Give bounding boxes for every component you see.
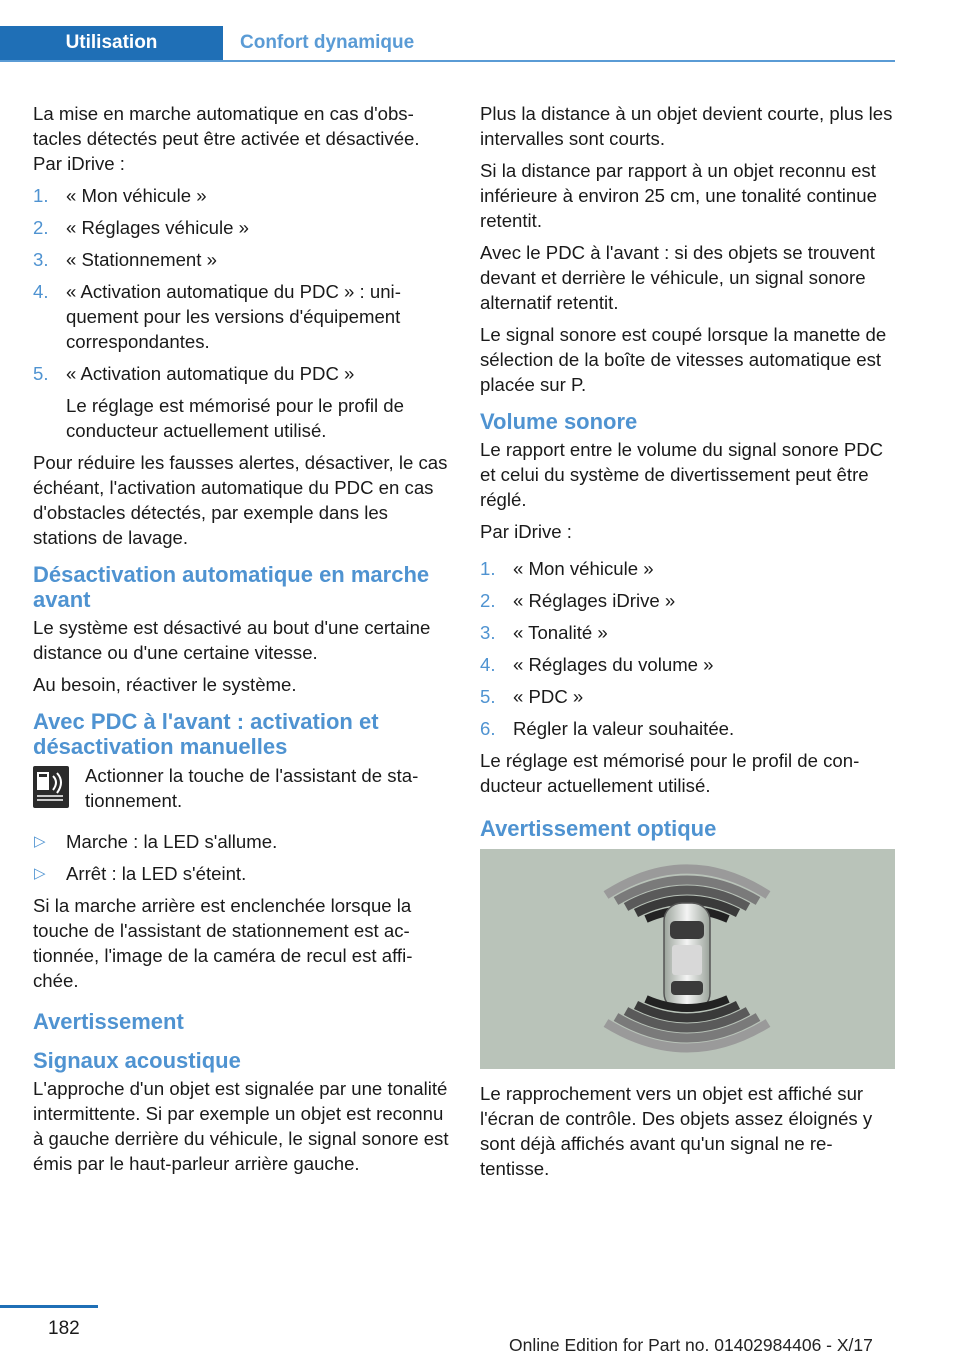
interval-paragraph: Plus la distance à un objet devient courte, plus les intervalles sont courts. <box>480 103 893 149</box>
alternating-signal-paragraph: Avec le PDC à l'avant : si des objets se trouvent devant et derrière le véhicule, un signal sonore alternatif retentit. <box>480 242 875 313</box>
intro-paragraph: La mise en marche automatique en cas d'obstacles détectés peut être activée et désactivée. Par iDrive : <box>33 103 420 174</box>
bullet-text: Arrêt : la LED s'éteint. <box>66 863 247 884</box>
idrive-label: Par iDrive : <box>480 521 572 542</box>
page-number-rule <box>0 1305 98 1308</box>
step-subtext: Le réglage est mémorisé pour le profil de conducteur actuellement utilisé. <box>66 395 404 441</box>
acoustic-paragraph: L'approche d'un objet est signalée par une tonalité intermittente. Si par exemple un objet est reconnu à gauche derrière du véhicule, le signal sonore est émis par le haut-parleur arrière gauche. <box>33 1078 449 1174</box>
step-number: 4. <box>33 281 49 302</box>
heading-acoustic-signals: Signaux acoustique <box>33 1048 241 1073</box>
list-item <box>33 361 451 443</box>
step-text: « Mon véhicule » <box>513 558 654 579</box>
volume-paragraph: Le rapport entre le volume du signal sonore PDC et celui du système de divertissement peut être réglé. <box>480 439 884 510</box>
continuous-tone-paragraph: Si la distance par rapport à un objet reconnu est inférieure à environ 25 cm, une tonalité continue retentit. <box>480 160 877 231</box>
list-item <box>480 652 895 677</box>
signal-off-paragraph: Le signal sonore est coupé lorsque la manette de sélection de la boîte de vitesses automatique est placée sur P. <box>480 324 887 395</box>
icon-instruction-text: Actionner la touche de l'assistant de stationnement. <box>85 765 419 811</box>
list-item <box>480 620 895 645</box>
heading-manual-activation: Avec PDC à l'avant : activation et désactivation manuelles <box>33 709 379 759</box>
bullet-text: Marche : la LED s'allume. <box>66 831 278 852</box>
step-text: « Réglages du volume » <box>513 654 714 675</box>
heading-optical-warning: Avertissement optique <box>480 816 717 841</box>
triangle-bullet-icon: ▷ <box>34 865 46 882</box>
list-item <box>480 588 895 613</box>
car-sensor-illustration <box>480 849 895 1069</box>
list-item <box>33 215 451 240</box>
step-number: 2. <box>33 217 49 238</box>
triangle-bullet-icon: ▷ <box>34 833 46 850</box>
step-text: « Réglages véhicule » <box>66 217 249 238</box>
deactivation-paragraph: Le système est désactivé au bout d'une certaine distance ou d'une certaine vitesse. <box>33 617 431 663</box>
reverse-camera-paragraph: Si la marche arrière est enclenchée lorsque la touche de l'assistant de stationnement est actionnée, l'image de la caméra de recul est affichée. <box>33 895 413 991</box>
step-text: « Mon véhicule » <box>66 185 207 206</box>
optical-paragraph: Le rapprochement vers un objet est affiché sur l'écran de contrôle. Des objets assez éloignés y sont déjà affichés avant qu'un signal ne retentisse. <box>480 1083 873 1179</box>
step-text: Régler la valeur souhaitée. <box>513 718 735 739</box>
list-item <box>480 556 895 581</box>
step-number: 5. <box>33 363 49 384</box>
led-bullets <box>33 829 451 886</box>
pdc-display-figure <box>480 849 895 1069</box>
step-text: « PDC » <box>513 686 584 707</box>
volume-steps-list <box>480 556 895 741</box>
step-number: 3. <box>480 622 496 643</box>
step-text: « Activation automatique du PDC » <box>66 363 355 384</box>
step-number: 1. <box>33 185 49 206</box>
tab-utilisation[interactable]: Utilisation <box>0 26 223 60</box>
step-number: 1. <box>480 558 496 579</box>
parking-assistant-icon <box>33 766 69 808</box>
edition-footer: Online Edition for Part no. 01402984406 - X/17 <box>509 1335 873 1355</box>
step-text: « Activation automatique du PDC » : uniquement pour les versions d'équipement correspondantes. <box>66 281 401 352</box>
reduce-alerts-paragraph: Pour réduire les fausses alertes, désactiver, le cas échéant, l'activation automatique du PDC en cas d'obstacles détectés, par exemple dans les stations de lavage. <box>33 452 448 548</box>
heading-deactivation: Désactivation automatique en marche avant <box>33 562 430 612</box>
list-item <box>33 829 451 854</box>
memo-paragraph: Le réglage est mémorisé pour le profil de conducteur actuellement utilisé. <box>480 750 860 796</box>
tab-confort-dynamique[interactable]: Confort dynamique <box>240 32 415 53</box>
tab-underline <box>0 60 895 62</box>
step-number: 6. <box>480 718 496 739</box>
step-text: « Tonalité » <box>513 622 608 643</box>
list-item <box>33 861 451 886</box>
left-column <box>33 101 451 1183</box>
step-text: « Stationnement » <box>66 249 217 270</box>
list-item <box>33 247 451 272</box>
list-item <box>480 716 895 741</box>
page-number: 182 <box>48 1318 80 1339</box>
chapter-tabs <box>0 26 895 62</box>
list-item <box>33 183 451 208</box>
step-number: 2. <box>480 590 496 611</box>
list-item <box>480 684 895 709</box>
step-text: « Réglages iDrive » <box>513 590 676 611</box>
settings-steps-list <box>33 183 451 443</box>
step-number: 4. <box>480 654 496 675</box>
step-number: 5. <box>480 686 496 707</box>
heading-warning: Avertissement <box>33 1009 184 1034</box>
right-column <box>480 101 895 1188</box>
list-item <box>33 279 451 354</box>
parking-button-instruction <box>33 763 451 815</box>
heading-volume: Volume sonore <box>480 409 638 434</box>
reactivate-paragraph: Au besoin, réactiver le système. <box>33 674 297 695</box>
step-number: 3. <box>33 249 49 270</box>
